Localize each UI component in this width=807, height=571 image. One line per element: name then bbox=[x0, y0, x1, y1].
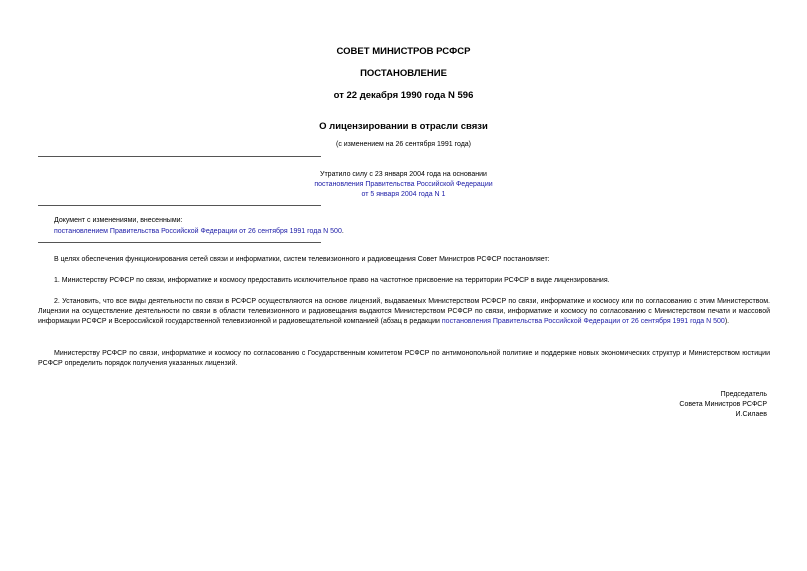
paragraph-2-link[interactable]: постановления Правительства Российской Федерации от 26 сентября 1991 года N 500 bbox=[441, 318, 725, 325]
preamble: В целях обеспечения функционирования сетей связи и информатики, систем телевизионного и радиовещания Совет Министров РСФСР постановляет: bbox=[54, 256, 550, 263]
changes-link[interactable]: постановлением Правительства Российской Федерации от 26 сентября 1991 года N 500 bbox=[54, 228, 342, 235]
paragraph-1: 1. Министерству РСФСР по связи, информатике и космосу предоставить исключительное право на частотное присвоение на территории РСФСР в виде лицензирования. bbox=[54, 277, 610, 284]
changes-line bbox=[54, 227, 344, 237]
repeal-link-date[interactable]: от 5 января 2004 года N 1 bbox=[361, 191, 446, 198]
changes-suffix: . bbox=[341, 228, 344, 235]
amendment-note: (с изменением на 26 сентября 1991 года) bbox=[336, 141, 471, 148]
paragraph-2 bbox=[38, 297, 770, 327]
paragraph-2-text: 2. Установить, что все виды деятельности по связи в РСФСР осуществляются на основе лицензий, выдаваемых Министерством РСФСР по связи, информатике и космосу или по согласованию с этим Министерством. Лицензии на осуществление деятельности по связи в области телевизионного и радиовещания выдаются Министерством РСФСР по связи, информатике и космосу по согласованию с Министерством печати и массовой информации РСФСР и Всероссийской государственной телевизионной и радиовещательной компанией (абзац в редакции bbox=[38, 298, 770, 325]
repeal-link[interactable]: постановления Правительства Российской Федерации bbox=[314, 181, 493, 188]
document-type: ПОСТАНОВЛЕНИЕ bbox=[360, 68, 447, 79]
repeal-statement: Утратило силу с 23 января 2004 года на основании bbox=[320, 171, 487, 178]
document-title: О лицензировании в отрасли связи bbox=[319, 121, 488, 132]
paragraph-2-end: ). bbox=[724, 318, 730, 325]
signature-name: И.Силаев bbox=[735, 411, 767, 418]
changes-label: Документ с изменениями, внесенными: bbox=[54, 217, 183, 224]
signature-title: Председатель bbox=[720, 391, 767, 398]
issuing-authority: СОВЕТ МИНИСТРОВ РСФСР bbox=[336, 46, 471, 57]
divider bbox=[38, 242, 321, 243]
document-date-number: от 22 декабря 1990 года N 596 bbox=[333, 90, 474, 101]
divider bbox=[38, 156, 321, 157]
divider bbox=[38, 205, 321, 206]
paragraph-3: Министерству РСФСР по связи, информатике и космосу по согласованию с Государственным комитетом РСФСР по антимонопольной политике и поддержке новых экономических структур и Министерством юстиции РСФСР определить порядок получения указанных лицензий. bbox=[38, 350, 770, 367]
signature-body: Совета Министров РСФСР bbox=[679, 401, 767, 408]
